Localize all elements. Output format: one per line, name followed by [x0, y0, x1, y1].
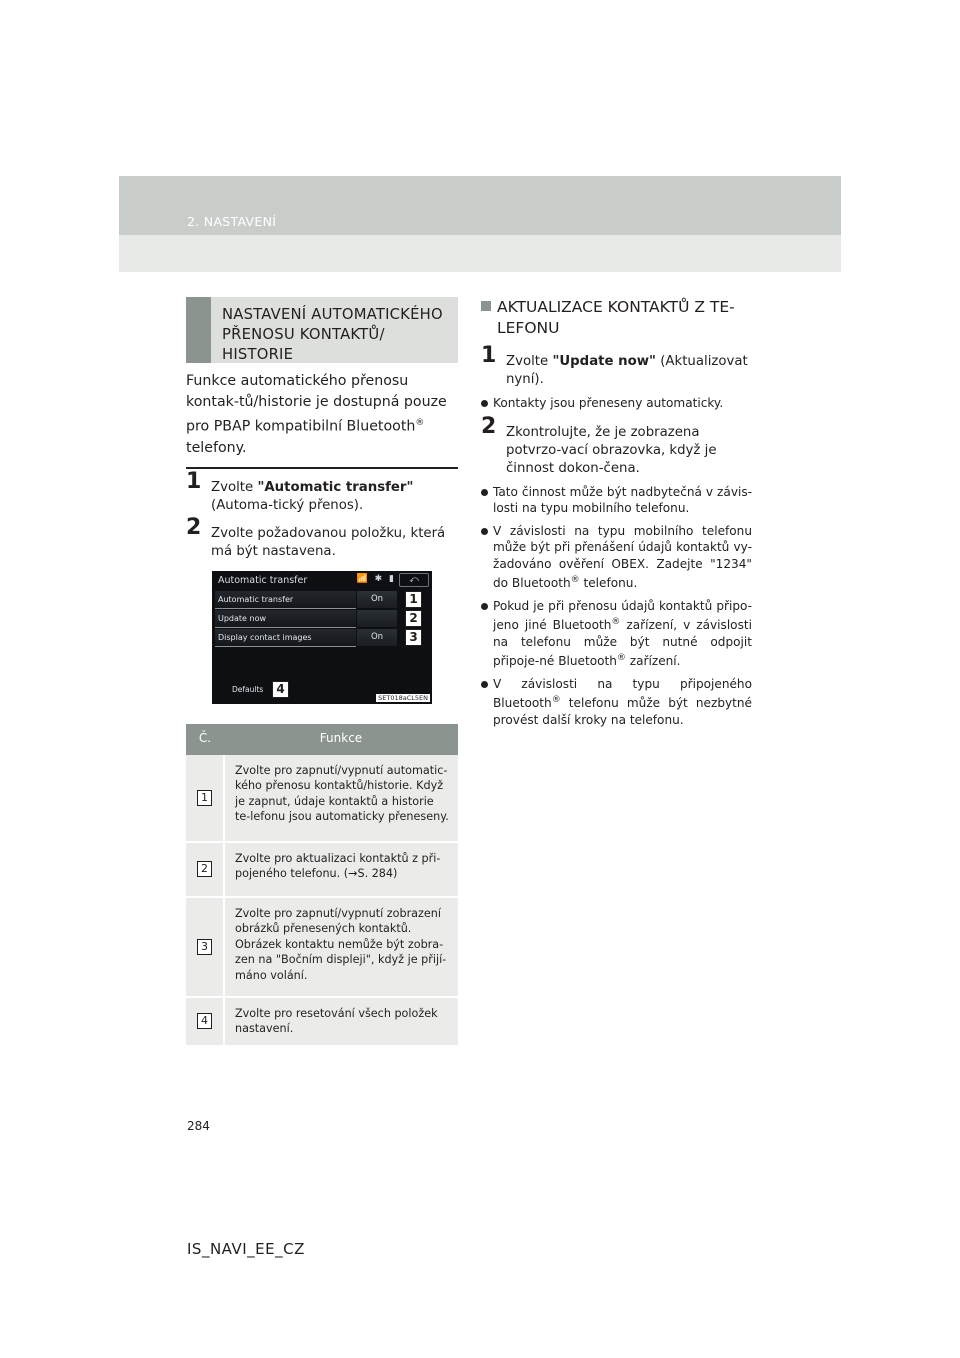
back-icon: ⤺: [399, 573, 429, 587]
step-number: 1: [481, 343, 497, 368]
document-code: IS_NAVI_EE_CZ: [187, 1240, 305, 1258]
section-heading: NASTAVENÍ AUTOMATICKÉHO PŘENOSU KONTAKTŮ/ HISTORIE: [222, 306, 443, 363]
subsection-heading: [481, 297, 752, 339]
callout-number: 3: [197, 939, 212, 955]
intro-paragraph: [186, 371, 458, 469]
screen-defaults-button: Defaults: [232, 684, 264, 694]
table-row: [186, 997, 458, 1046]
header-subband: [119, 235, 841, 272]
screen-value-display-contact-images: On: [357, 629, 397, 646]
heading-accent-bar: [186, 297, 211, 363]
registered-mark: ®: [551, 695, 561, 706]
bullet-dot-icon: [481, 681, 488, 688]
table-cell-function: Zvolte pro zapnutí/vypnutí zobrazení obrázků přenesených kontaktů. Obrázek kontaktu nemůže být zobra-zen na "Bočním displeji", když je přijí-máno volání.: [224, 897, 458, 997]
column-header-function: Funkce: [224, 724, 458, 755]
table-cell-number: [186, 997, 224, 1046]
step-text-end: (Aktualizovat nyní).: [506, 354, 748, 387]
step-button-name: "Automatic transfer": [257, 479, 414, 495]
image-code: SET018aCL5EN: [378, 693, 428, 702]
callout-3: 3: [405, 629, 422, 646]
page-number: 284: [187, 1119, 210, 1133]
step-number: 1: [186, 468, 202, 494]
bullet-dot-icon: [481, 603, 488, 610]
right-column: [481, 297, 752, 728]
step-number: 2: [186, 514, 202, 540]
table-row: [186, 897, 458, 997]
bullet-dot-icon: [481, 400, 488, 407]
table-cell-function: Zvolte pro aktualizaci kontaktů z při-pojeného telefonu. (→S. 284): [224, 842, 458, 897]
square-bullet-icon: [481, 301, 491, 311]
screenshot-automatic-transfer: [212, 571, 432, 704]
screen-row-display-contact-images: Display contact images: [215, 629, 356, 647]
callout-number: 4: [197, 1013, 212, 1029]
callout-2: 2: [405, 610, 422, 627]
bullet-item: [481, 484, 752, 517]
intro-text-end: telefony.: [186, 439, 247, 456]
step-2: [481, 413, 752, 478]
bullet-text-end: telefonu může být nezbytné provést další kroky na telefonu.: [493, 696, 752, 727]
section-label: 2. NASTAVENÍ: [187, 214, 277, 229]
table-cell-number: [186, 755, 224, 842]
step-text-end: (Automa-tický přenos).: [211, 497, 364, 513]
callout-number: 1: [197, 790, 212, 806]
step-1: [481, 343, 752, 389]
bullet-dot-icon: [481, 528, 488, 535]
registered-mark: ®: [611, 617, 621, 628]
step-1: [186, 468, 458, 515]
step-2: [186, 514, 458, 561]
registered-mark: ®: [570, 575, 580, 585]
step-text: Zvolte: [506, 354, 553, 369]
screen-row-automatic-transfer: Automatic transfer: [215, 591, 356, 609]
bullet-text: V závislosti na typu mobilního telefonu může být při přenášení údajů kontaktů vy-žadováno ověření OBEX. Zadejte "1234" do Bluetooth: [493, 523, 752, 591]
screen-row-update-now: Update now: [215, 610, 356, 628]
column-header-number: Č.: [186, 724, 224, 755]
step-text: Zkontrolujte, že je zobrazena potvrzo-vací obrazovka, když je činnost dokon-čena.: [506, 424, 717, 476]
callout-1: 1: [405, 591, 422, 608]
section-heading-box: [186, 297, 458, 363]
screen-value-update-now: [357, 610, 397, 627]
table-cell-number: [186, 842, 224, 897]
registered-mark: ®: [616, 653, 626, 664]
left-column: [186, 297, 458, 1047]
step-text: Zvolte požadovanou položku, která má být nastavena.: [211, 525, 446, 559]
step-button-name: "Update now": [552, 354, 656, 369]
subsection-heading-text: AKTUALIZACE KONTAKTŮ Z TE-LEFONU: [497, 298, 735, 337]
bullet-text: Pokud je při přenosu údajů kontaktů připo-jeno jiné Bluetooth: [493, 598, 752, 633]
function-table: [186, 724, 458, 1047]
table-cell-function: Zvolte pro resetování všech položek nastavení.: [224, 997, 458, 1046]
bullet-text-end: zařízení.: [625, 654, 681, 669]
table-cell-number: [186, 897, 224, 997]
screen-title: Automatic transfer: [218, 574, 308, 586]
bullet-item: [481, 395, 752, 412]
bullet-text-end: telefonu.: [579, 576, 638, 591]
step-text: Zvolte: [211, 479, 258, 495]
table-row: [186, 755, 458, 842]
bullet-text: Tato činnost může být nadbytečná v závis-losti na typu mobilního telefonu.: [493, 484, 752, 515]
bullet-item: [481, 523, 752, 592]
step-number: 2: [481, 413, 497, 439]
bullet-text: V závislosti na typu připojeného Bluetooth: [493, 676, 752, 711]
callout-4: 4: [272, 681, 289, 698]
bullet-text-middle: zařízení, v závislosti na telefonu může být nutné odpojit připoje-né Bluetooth: [493, 618, 752, 669]
table-row: [186, 842, 458, 897]
bullet-item: [481, 676, 752, 729]
status-icons: 📶 ✱ ▮: [356, 573, 396, 584]
registered-mark: ®: [415, 418, 425, 428]
table-cell-function: Zvolte pro zapnutí/vypnutí automatic-kého přenosu kontaktů/historie. Když je zapnut, údaje kontaktů a historie te-lefonu jsou automaticky přeneseny.: [224, 755, 458, 842]
table-header-row: [186, 724, 458, 755]
screen-value-automatic-transfer: On: [357, 591, 397, 608]
callout-number: 2: [197, 861, 212, 877]
intro-text: Funkce automatického přenosu kontak-tů/historie je dostupná pouze pro PBAP kompatibilní Bluetooth: [186, 373, 447, 435]
bullet-text: Kontakty jsou přeneseny automaticky.: [493, 396, 724, 410]
bullet-dot-icon: [481, 489, 488, 496]
bullet-item: [481, 598, 752, 670]
